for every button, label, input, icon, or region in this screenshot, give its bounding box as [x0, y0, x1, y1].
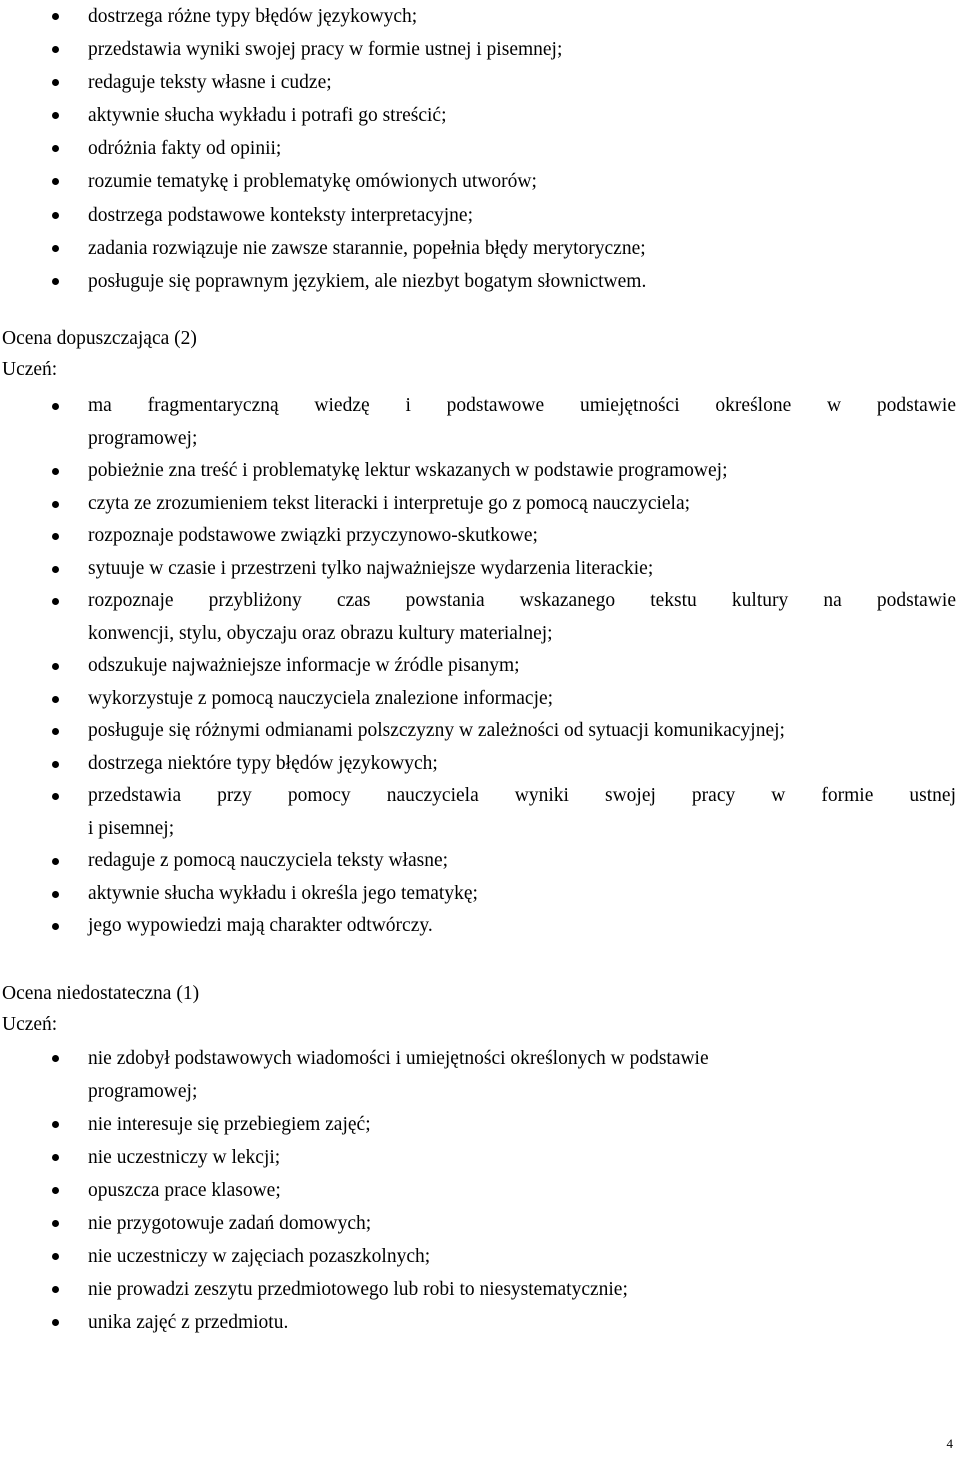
list-item-line: rozpoznaje przybliżony czas powstania wskazanego tekstu kultury na podstawie — [88, 590, 956, 611]
list-item-line: programowej; — [88, 1081, 198, 1102]
list-item: rozumie tematykę i problematykę omówionych utworów; — [0, 165, 958, 198]
list-item: redaguje z pomocą nauczyciela teksty własne; — [0, 845, 958, 878]
list-item: wykorzystuje z pomocą nauczyciela znalezione informacje; — [0, 683, 958, 716]
section-heading-niedostateczna: Ocena niedostateczna (1) — [2, 983, 200, 1004]
list-item-line: ma fragmentaryczną wiedzę i podstawowe umiejętności określone w podstawie — [88, 395, 956, 416]
list-item: pobieżnie zna treść i problematykę lektur wskazanych w podstawie programowej; — [0, 455, 958, 488]
list-item: jego wypowiedzi mają charakter odtwórczy. — [0, 910, 958, 943]
page-number: 4 — [946, 1436, 953, 1451]
list-item: aktywnie słucha wykładu i określa jego tematykę; — [0, 878, 958, 911]
list-item: aktywnie słucha wykładu i potrafi go streścić; — [0, 99, 958, 132]
list-item: odróżnia fakty od opinii; — [0, 132, 958, 165]
uczen-label: Uczeń: — [2, 1014, 58, 1035]
section-heading-dopuszczajaca: Ocena dopuszczająca (2) — [2, 328, 197, 349]
list-item: dostrzega podstawowe konteksty interpretacyjne; — [0, 199, 958, 232]
list-item-line: konwencji, stylu, obyczaju oraz obrazu kultury materialnej; — [88, 622, 553, 644]
list-item — [0, 390, 958, 455]
list-item: przedstawia wyniki swojej pracy w formie ustnej i pisemnej; — [0, 33, 958, 66]
list-item: opuszcza prace klasowe; — [0, 1174, 958, 1207]
list-item: unika zajęć z przedmiotu. — [0, 1306, 958, 1339]
list-item: nie uczestniczy w zajęciach pozaszkolnych; — [0, 1240, 958, 1273]
niedostateczna-list — [0, 1042, 958, 1339]
list-item — [0, 1042, 958, 1108]
list-item: posługuje się różnymi odmianami polszczyzny w zależności od sytuacji komunikacyjnej; — [0, 715, 958, 748]
list-item: nie interesuje się przebiegiem zajęć; — [0, 1108, 958, 1141]
list-item — [0, 585, 958, 650]
uczen-label: Uczeń: — [2, 359, 58, 380]
list-item: redaguje teksty własne i cudze; — [0, 66, 958, 99]
list-item: zadania rozwiązuje nie zawsze starannie, popełnia błędy merytoryczne; — [0, 232, 958, 265]
list-item — [0, 780, 958, 845]
list-item: nie prowadzi zeszytu przedmiotowego lub robi to niesystematycznie; — [0, 1273, 958, 1306]
list-item: dostrzega różne typy błędów językowych; — [0, 0, 958, 33]
list-item: dostrzega niektóre typy błędów językowych; — [0, 748, 958, 781]
list-item: rozpoznaje podstawowe związki przyczynowo-skutkowe; — [0, 520, 958, 553]
list-item-line: programowej; — [88, 427, 198, 449]
dopuszczajaca-list — [0, 390, 958, 943]
list-item: nie uczestniczy w lekcji; — [0, 1141, 958, 1174]
list-item-line: nie zdobył podstawowych wiadomości i umiejętności określonych w podstawie — [88, 1048, 709, 1069]
list-item: posługuje się poprawnym językiem, ale niezbyt bogatym słownictwem. — [0, 265, 958, 298]
list-item: nie przygotowuje zadań domowych; — [0, 1207, 958, 1240]
list-item: czyta ze zrozumieniem tekst literacki i interpretuje go z pomocą nauczyciela; — [0, 488, 958, 521]
top-criteria-list — [0, 0, 958, 298]
list-item: odszukuje najważniejsze informacje w źródle pisanym; — [0, 650, 958, 683]
list-item: sytuuje w czasie i przestrzeni tylko najważniejsze wydarzenia literackie; — [0, 553, 958, 586]
list-item-line: i pisemnej; — [88, 817, 175, 839]
list-item-line: przedstawia przy pomocy nauczyciela wyniki swojej pracy w formie ustnej — [88, 785, 956, 806]
